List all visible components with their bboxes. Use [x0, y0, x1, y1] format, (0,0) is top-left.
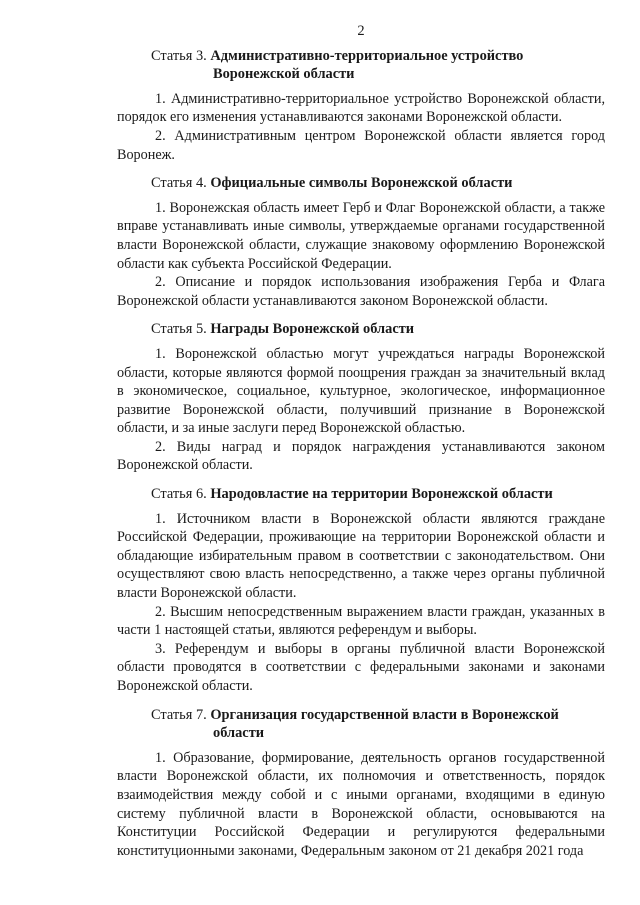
article-4-title: Официальные символы Воронежской области [210, 175, 513, 192]
article-6-clause-3: 3. Референдум и выборы в органы публичной власти Воронежской области проводятся в соответствии с федеральными законами и законами Воронежской области. [117, 640, 605, 694]
article-3-title: Административно-территориальное устройство [210, 47, 524, 64]
document-page [117, 22, 605, 860]
article-7-title-continued: области [213, 725, 265, 742]
article-7-clause-1: 1. Образование, формирование, деятельность органов государственной власти Воронежской области, их полномочия и ответственность, порядок взаимодействия между собой и с иными органами, входящими в единую систему публичной власти в Воронежской области, основываются на Конституции Российской Федерации и регулируются федеральными конституционными законами, Федеральным законом от 21 декабря 2021 года [117, 749, 605, 859]
article-3-heading [117, 47, 605, 84]
article-3-clause-2: 2. Административным центром Воронежской области является город Воронеж. [117, 127, 605, 163]
article-3-number: Статья 3. [151, 47, 207, 64]
article-3-clause-1: 1. Административно-территориальное устройство Воронежской области, порядок его изменения устанавливаются законами Воронежской области. [117, 90, 605, 126]
article-7-heading [117, 706, 605, 743]
article-3-title-continued: Воронежской области [213, 66, 355, 83]
article-6-number: Статья 6. [151, 486, 207, 503]
article-5-clause-2: 2. Виды наград и порядок награждения устанавливаются законом Воронежской области. [117, 438, 605, 474]
article-4-clause-1: 1. Воронежская область имеет Герб и Флаг Воронежской области, а также вправе устанавливать иные символы, утверждаемые органами государственной власти Воронежской области, служащие знаковому оформлению Воронежской области как субъекта Российской Федерации. [117, 199, 605, 272]
article-6-heading [117, 485, 605, 504]
article-5-clause-1: 1. Воронежской областью могут учреждаться награды Воронежской области, которые являются формой поощрения граждан за значительный вклад в экономическое, социальное, культурное, экологическое, информационное развитие Воронежской области, получивший признание в Воронежской области, и за иные заслуги перед Воронежской областью. [117, 345, 605, 437]
article-6-clause-2: 2. Высшим непосредственным выражением власти граждан, указанных в части 1 настоящей статьи, являются референдум и выборы. [117, 603, 605, 639]
article-7-number: Статья 7. [151, 706, 207, 723]
article-6-title: Народовластие на территории Воронежской области [210, 486, 553, 503]
article-4-clause-2: 2. Описание и порядок использования изображения Герба и Флага Воронежской области устанавливаются законом Воронежской области. [117, 274, 605, 309]
article-5-heading [117, 320, 605, 339]
article-4-number: Статья 4. [151, 175, 207, 192]
article-6-clause-1: 1. Источником власти в Воронежской области являются граждане Российской Федерации, проживающие на территории Воронежской области и обладающие избирательным правом в соответствии с законодательством. Они осуществляют свою власть непосредственно, а также через органы публичной власти Воронежской области. [117, 510, 605, 602]
article-4-heading [117, 174, 605, 193]
article-5-number: Статья 5. [151, 321, 207, 338]
article-7-title: Организация государственной власти в Воронежской [210, 706, 559, 723]
page-number: 2 [357, 23, 365, 39]
article-5-title: Награды Воронежской области [210, 321, 415, 338]
